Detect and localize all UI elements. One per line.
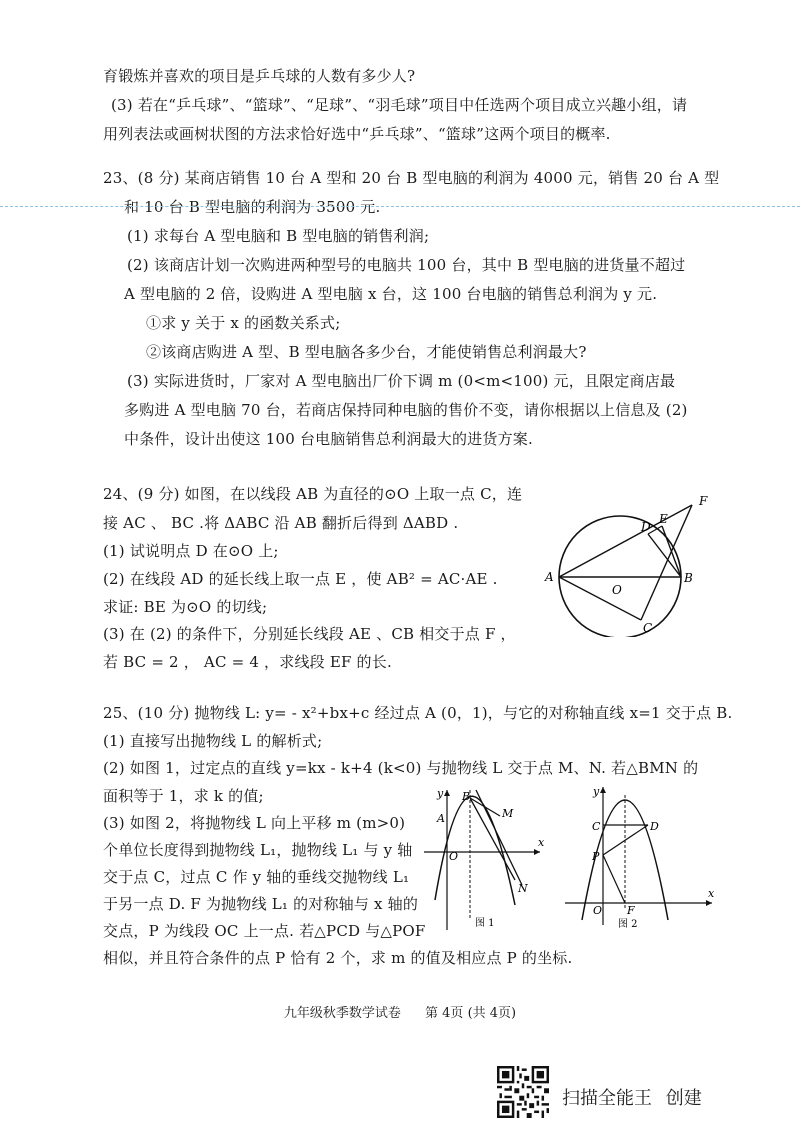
label-A: A [545,570,554,584]
footer-subject: 九年级秋季数学试卷 [283,1006,401,1021]
fig2-label-C: C [592,820,601,833]
fig1-label-N: N [518,882,528,895]
label-B: B [684,571,693,585]
label-E: E [659,512,668,526]
text-line: (2) 在线段 AD 的延长线上取一点 E ，使 AB² = AC·AE . [103,570,498,588]
text-line: 面积等于 1，求 k 的值; [103,787,264,805]
text-line: (3) 实际进货时，厂家对 A 型电脑出厂价下调 m (0<m<100) 元，且限定商店最 [127,372,676,390]
text-line: (1) 试说明点 D 在⊙O 上; [103,542,279,560]
fig2-caption: 图 2 [618,919,638,930]
brand-action: 创建 [665,1088,702,1109]
fig1-label-O: O [449,850,459,863]
text-line: 育锻炼并喜欢的项目是乒乓球的人数有多少人? [103,67,416,85]
label-D: D [641,520,651,534]
qr-code-icon [497,1066,549,1118]
fig2-label-P: P [592,850,600,863]
text-line: 相似，并且符合条件的点 P 恰有 2 个，求 m 的值及相应点 P 的坐标. [103,949,573,967]
text-line: ②该商店购进 A 型、B 型电脑各多少台，才能使销售总利润最大? [146,343,587,361]
label-C: C [643,621,653,635]
text-line: 24、(9 分) 如图，在以线段 AB 为直径的⊙O 上取一点 C，连 [103,485,523,503]
label-O: O [612,583,622,597]
text-line: (2) 如图 1，过定点的直线 y=kx - k+4 (k<0) 与抛物线 L 交于点 M、N. 若△BMN 的 [103,759,699,777]
text-line: (3) 在 (2) 的条件下，分别延长线段 AE 、CB 相交于点 F ， [103,625,516,643]
text-line: (2) 该商店计划一次购进两种型号的电脑共 100 台，其中 B 型电脑的进货量不超过 [127,256,686,274]
fig1-label-A: A [437,812,445,825]
figure-circle [540,492,720,637]
figure-1-parabola [420,784,550,934]
fig1-label-M: M [502,807,514,820]
text-line: 交于点 C，过点 C 作 y 轴的垂线交抛物线 L₁ [103,868,410,886]
text-line: 个单位长度得到抛物线 L₁，抛物线 L₁ 与 y 轴 [103,841,413,859]
figure-2-parabola [560,780,720,932]
text-line: 交点，P 为线段 OC 上一点. 若△PCD 与△POF [103,922,426,940]
footer-page-number: 第 4页 (共 4页) [425,1006,517,1021]
label-F: F [699,494,708,508]
text-line: 中条件，设计出使这 100 台电脑销售总利润最大的进货方案. [124,430,533,448]
text-line: 23、(8 分) 某商店销售 10 台 A 型和 20 台 B 型电脑的利润为 4000 元，销售 20 台 A 型 [103,169,720,187]
text-line: 若 BC = 2 ， AC = 4 ，求线段 EF 的长. [103,653,392,671]
fig1-label-B: B [462,790,471,803]
fig1-caption: 图 1 [475,918,495,929]
text-line: 多购进 A 型电脑 70 台，若商店保持同种电脑的售价不变，请你根据以上信息及 (2) [124,401,688,419]
scan-guide-line [0,206,800,207]
text-line: (3) 如图 2，将抛物线 L 向上平移 m (m>0) [103,814,406,832]
text-line: (1) 直接写出抛物线 L 的解析式; [103,732,323,750]
fig1-label-x: x [538,836,545,849]
text-line: 用列表法或画树状图的方法求恰好选中“乒乓球”、“篮球”这两个项目的概率. [103,125,611,143]
fig1-label-y: y [437,787,444,800]
text-line: 求证: BE 为⊙O 的切线; [103,598,268,616]
text-line: (3) 若在“乒乓球”、“篮球”、“足球”、“羽毛球”项目中任选两个项目成立兴趣小组，请 [111,96,688,114]
text-line: 和 10 台 B 型电脑的利润为 3500 元. [124,198,381,216]
fig2-label-D: D [650,820,659,833]
fig2-label-y: y [593,785,600,798]
text-line: 25、(10 分) 抛物线 L: y= - x²+bx+c 经过点 A (0，1)，与它的对称轴直线 x=1 交于点 B. [103,704,733,722]
text-line: 接 AC 、 BC .将 ΔABC 沿 AB 翻折后得到 ΔABD . [103,514,459,532]
text-line: (1) 求每台 A 型电脑和 B 型电脑的销售利润; [127,227,430,245]
fig2-label-x: x [708,887,715,900]
fig2-label-O: O [593,904,603,917]
text-line: ①求 y 关于 x 的函数关系式; [146,314,341,332]
text-line: A 型电脑的 2 倍，设购进 A 型电脑 x 台，这 100 台电脑的销售总利润为 y 元. [124,285,658,303]
scanner-watermark [562,1084,702,1110]
page-footer [0,1002,800,1021]
brand-name: 扫描全能王 [562,1088,652,1109]
text-line: 于另一点 D. F 为抛物线 L₁ 的对称轴与 x 轴的 [103,895,419,913]
fig2-label-F: F [627,904,635,917]
